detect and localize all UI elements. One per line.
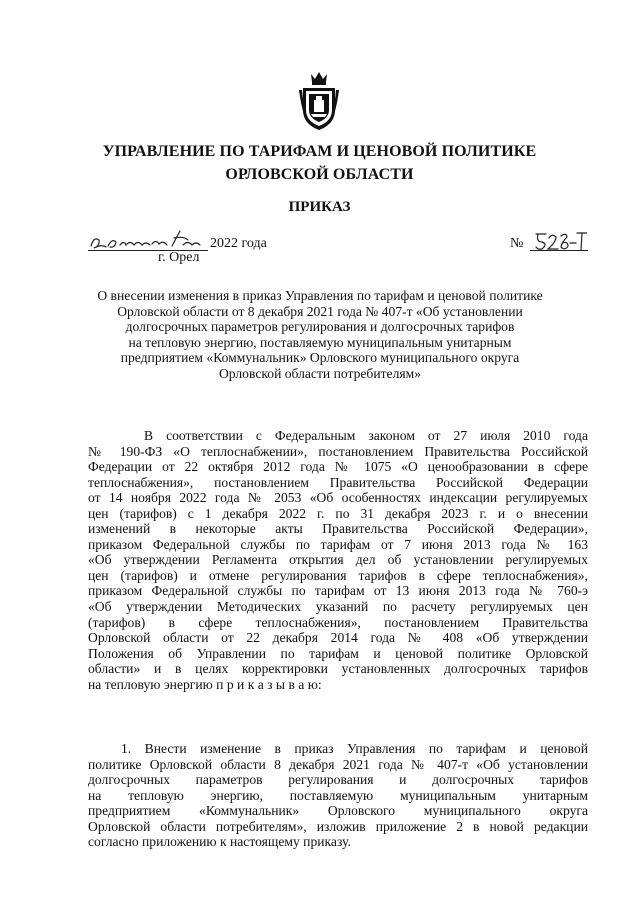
- coat-of-arms-emblem: [297, 70, 341, 134]
- number-label: №: [510, 236, 524, 251]
- subject-line: Орловской области от 8 декабря 2021 года № 407-т «Об установлении: [117, 303, 523, 319]
- date-number-row: [88, 228, 588, 273]
- date-year: 2022 года: [210, 236, 267, 251]
- paragraph-line: политике Орловской области 8 декабря 2021 года № 407-т «Об установлении: [88, 756, 588, 772]
- paragraph-line: теплоснабжения», постановлением Правительства Российской Федерации: [88, 474, 588, 490]
- organization-name-line-1: УПРАВЛЕНИЕ ПО ТАРИФАМ И ЦЕНОВОЙ ПОЛИТИКЕ: [102, 143, 537, 160]
- subject-line: О внесении изменения в приказ Управления по тарифам и ценовой политике: [97, 288, 543, 303]
- paragraph-line: Орловской области потребителям», изложив приложение 2 в новой редакции: [88, 818, 588, 834]
- organization-name-line-2: ОРЛОВСКОЙ ОБЛАСТИ: [225, 166, 414, 183]
- paragraph-line: № 190-ФЗ «О теплоснабжении», постановлением Правительства Российской: [88, 443, 588, 459]
- paragraph-line: «Об утверждении Методических указаний по расчету регулируемых цен: [88, 599, 588, 615]
- paragraph-line: цен (тарифов) с 1 декабря 2022 г. по 31 декабря 2023 г. и о внесении: [88, 505, 588, 521]
- paragraph-line: цен (тарифов) и отмене регулирования тарифов в сфере теплоснабжения»,: [88, 567, 588, 583]
- document-type-title: ПРИКАЗ: [288, 199, 351, 215]
- paragraph-line: на тепловую энергию п р и к а з ы в а ю:: [88, 676, 322, 692]
- paragraph-line: от 14 ноября 2022 года № 2053 «Об особенностях индексации регулируемых: [88, 490, 588, 506]
- paragraph-line: изменений в некоторые акты Правительства Российской Федерации»,: [88, 521, 588, 537]
- paragraph-line: (тарифов) в сфере теплоснабжения», постановлением Правительства: [88, 614, 588, 630]
- number-underline: [530, 250, 588, 251]
- paragraph-line: «Об утверждении Регламента открытия дел об установлении регулируемых: [88, 552, 588, 568]
- paragraph-line: 1. Внести изменение в приказ Управления по тарифам и ценовой: [121, 741, 588, 756]
- paragraph-line: долгосрочных параметров регулирования и долгосрочных тарифов: [88, 772, 588, 788]
- subject-line: долгосрочных параметров регулирования и долгосрочных тарифов: [125, 319, 515, 335]
- preamble-paragraph: [88, 428, 588, 692]
- paragraph-line: Федерации от 22 октября 2012 года № 1075 «О ценообразовании в сфере: [88, 459, 588, 475]
- paragraph-line: предприятием «Коммунальник» Орловского муниципального округа: [88, 803, 588, 819]
- subject-line: предприятием «Коммунальник» Орловского муниципального округа: [120, 350, 520, 366]
- subject-line: на тепловую энергию, поставляемую муниципальным унитарным: [128, 334, 512, 350]
- city-name: г. Орел: [158, 250, 200, 265]
- paragraph-line: области» и в целях корректировки установленных долгосрочных тарифов: [88, 661, 588, 677]
- paragraph-line: Положения об Управлении по тарифам и ценовой политике Орловской: [88, 645, 588, 661]
- paragraph-line: на тепловую энергию, поставляемую муниципальным унитарным: [88, 787, 588, 803]
- paragraph-line: согласно приложению к настоящему приказу.: [88, 834, 351, 850]
- paragraph-line: Орловской области от 22 декабря 2014 года № 408 «Об утверждении: [88, 630, 588, 646]
- paragraph-line: приказом Федеральной службы по тарифам от 7 июня 2013 года № 163: [88, 536, 588, 552]
- document-subject: [70, 288, 570, 382]
- order-item-1-paragraph: [88, 741, 588, 850]
- paragraph-line: приказом Федеральной службы по тарифам от 13 июня 2013 года № 760-э: [88, 583, 588, 599]
- subject-line: Орловской области потребителям»: [218, 365, 422, 381]
- paragraph-line: В соответствии с Федеральным законом от 27 июля 2010 года: [144, 428, 588, 443]
